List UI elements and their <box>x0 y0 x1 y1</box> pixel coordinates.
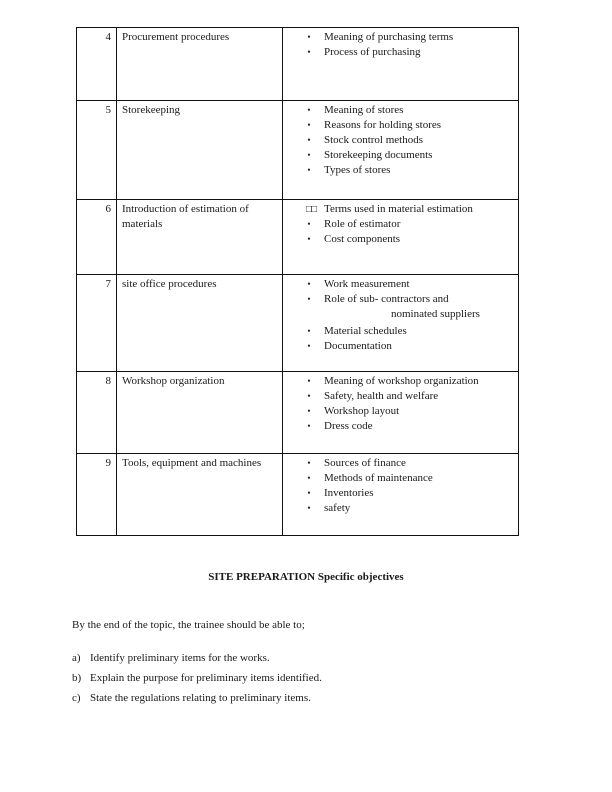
content-list <box>283 103 514 178</box>
bullet-icon: • <box>307 219 311 229</box>
bullet-icon: • <box>307 458 311 468</box>
objective-item <box>72 652 322 672</box>
content-cell <box>283 454 519 536</box>
bullet-icon: • <box>307 488 311 498</box>
table-row <box>77 372 519 454</box>
content-item <box>283 30 514 45</box>
bullet-icon: • <box>307 32 311 42</box>
bullet-icon: • <box>307 503 311 513</box>
bullet-icon: • <box>307 135 311 145</box>
content-item-text: Meaning of purchasing terms <box>324 31 454 43</box>
content-cell <box>283 372 519 454</box>
content-cell <box>283 200 519 275</box>
content-item-text: Process of purchasing <box>324 46 421 58</box>
objective-marker: a) <box>72 652 81 664</box>
content-cell <box>283 28 519 101</box>
content-item <box>283 471 514 486</box>
content-item-continuation: nominated suppliers <box>391 308 480 320</box>
row-number: 8 <box>77 372 117 454</box>
bullet-icon: • <box>307 234 311 244</box>
row-number: 5 <box>77 101 117 200</box>
row-number: 9 <box>77 454 117 536</box>
objective-item <box>72 692 322 712</box>
bullet-icon: • <box>307 105 311 115</box>
content-item <box>283 45 514 60</box>
content-cell <box>283 275 519 372</box>
objective-text: State the regulations relating to preliminary items. <box>90 692 311 704</box>
content-item-text: Terms used in material estimation <box>324 203 473 215</box>
bullet-icon: • <box>307 421 311 431</box>
content-item-text: Methods of maintenance <box>324 472 433 484</box>
objective-marker: b) <box>72 672 82 684</box>
bullet-icon: • <box>307 406 311 416</box>
content-item-text: Role of sub- contractors and <box>324 293 449 305</box>
topic-cell: Procurement procedures <box>117 28 283 101</box>
content-list <box>283 30 514 60</box>
content-item-text: Storekeeping documents <box>324 149 433 161</box>
content-list <box>283 277 514 354</box>
content-item-text: Stock control methods <box>324 134 423 146</box>
bullet-icon: • <box>307 47 311 57</box>
content-cell <box>283 101 519 200</box>
table-row <box>77 101 519 200</box>
content-item <box>283 456 514 471</box>
bullet-icon: • <box>307 341 311 351</box>
content-item-text: Work measurement <box>324 278 410 290</box>
section-heading: SITE PREPARATION Specific objectives <box>208 571 404 583</box>
content-list <box>283 202 514 247</box>
content-item <box>283 339 514 354</box>
content-item <box>283 404 514 419</box>
missing-glyph-icon: □□ <box>305 204 317 215</box>
topics-table <box>76 27 519 536</box>
bullet-icon: • <box>307 391 311 401</box>
content-item <box>283 133 514 148</box>
content-item-text: Sources of finance <box>324 457 406 469</box>
content-item <box>283 419 514 434</box>
content-item <box>283 324 514 339</box>
content-item-text: Inventories <box>324 487 374 499</box>
table-row <box>77 200 519 275</box>
bullet-icon: • <box>307 279 311 289</box>
topic-cell: Workshop organization <box>117 372 283 454</box>
content-item-text: Meaning of stores <box>324 104 404 116</box>
objectives-list <box>72 652 322 712</box>
content-item-text: Reasons for holding stores <box>324 119 442 131</box>
content-item-text: Meaning of workshop organization <box>324 375 479 387</box>
topic-cell: site office procedures <box>117 275 283 372</box>
table-row <box>77 28 519 101</box>
topic-cell: Storekeeping <box>117 101 283 200</box>
content-list <box>283 456 514 516</box>
row-number: 7 <box>77 275 117 372</box>
row-number: 4 <box>77 28 117 101</box>
content-item-text: Role of estimator <box>324 218 401 230</box>
content-item-text: Safety, health and welfare <box>324 390 439 402</box>
intro-text: By the end of the topic, the trainee should be able to; <box>72 619 305 631</box>
bullet-icon: • <box>307 376 311 386</box>
bullet-icon: • <box>307 473 311 483</box>
content-item <box>283 103 514 118</box>
content-item-text: Types of stores <box>324 164 391 176</box>
content-item <box>283 163 514 178</box>
content-item <box>283 277 514 292</box>
content-item <box>283 148 514 163</box>
bullet-icon: • <box>307 294 311 304</box>
content-item-text: Documentation <box>324 340 392 352</box>
objective-item <box>72 672 322 692</box>
topic-cell: Introduction of estimation of materials <box>117 200 283 275</box>
content-item-text: Dress code <box>324 420 373 432</box>
content-item-text: Workshop layout <box>324 405 400 417</box>
content-item-text: Cost components <box>324 233 401 245</box>
objective-text: Explain the purpose for preliminary items identified. <box>90 672 322 684</box>
content-list <box>283 374 514 434</box>
content-item <box>283 118 514 133</box>
content-item <box>283 202 514 217</box>
content-item <box>283 389 514 404</box>
content-item <box>283 292 514 322</box>
objective-marker: c) <box>72 692 81 704</box>
objective-text: Identify preliminary items for the works. <box>90 652 270 664</box>
content-item <box>283 501 514 516</box>
row-number: 6 <box>77 200 117 275</box>
topic-cell: Tools, equipment and machines <box>117 454 283 536</box>
bullet-icon: • <box>307 120 311 130</box>
bullet-icon: • <box>307 150 311 160</box>
content-item <box>283 374 514 389</box>
bullet-icon: • <box>307 165 311 175</box>
content-item-text: safety <box>324 502 351 514</box>
content-item <box>283 486 514 501</box>
table-row <box>77 454 519 536</box>
content-item <box>283 232 514 247</box>
table-row <box>77 275 519 372</box>
content-item <box>283 217 514 232</box>
content-item-text: Material schedules <box>324 325 407 337</box>
bullet-icon: • <box>307 326 311 336</box>
